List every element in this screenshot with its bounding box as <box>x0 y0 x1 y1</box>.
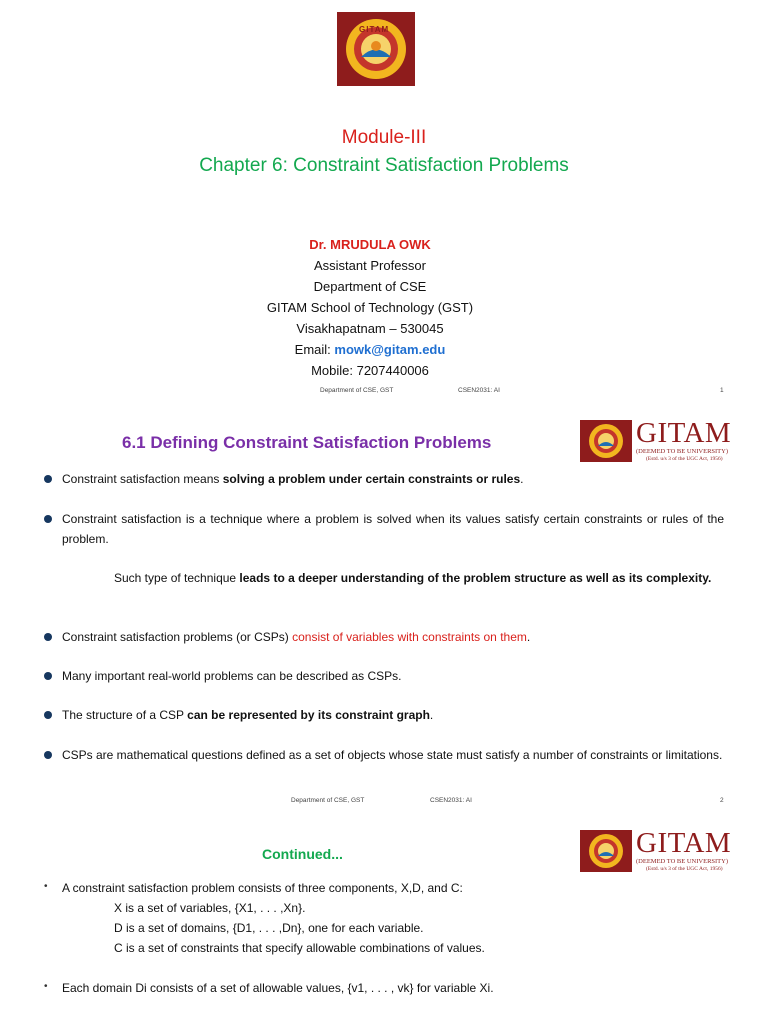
sub-item-d: D is a set of domains, {D1, . . . ,Dn}, one for each variable. <box>114 921 424 935</box>
logo-subtitle: (DEEMED TO BE UNIVERSITY) <box>636 448 729 455</box>
gitam-logo <box>580 827 760 872</box>
sub-item-c: C is a set of constraints that specify allowable combinations of values. <box>114 941 485 955</box>
logo-wordmark: GITAM <box>636 827 732 859</box>
author-mobile: Mobile: 7207440006 <box>311 363 429 378</box>
highlight-run: consist of variables with constraints on them <box>292 630 527 644</box>
text-run: Such type of technique <box>114 571 240 585</box>
text-run: . <box>526 630 531 644</box>
text-run: Constraint satisfaction means <box>62 472 223 486</box>
author-city: Visakhapatnam – 530045 <box>296 321 444 336</box>
bold-run: can be represented by its constraint graph <box>187 708 430 722</box>
logo-wordmark: GITAM <box>636 417 732 449</box>
email-link[interactable]: mowk@gitam.edu <box>334 342 446 357</box>
bullet-item-3 <box>62 627 724 647</box>
bullet-item-2: Constraint satisfaction is a technique where a problem is solved when its values satisfy certain constraints or rules of the problem. <box>62 512 724 546</box>
bullet-item-2: Each domain Di consists of a set of allowable values, {v1, . . . , vk} for variable Xi. <box>62 981 494 995</box>
bullet-item-4: Many important real-world problems can be described as CSPs. <box>62 669 402 683</box>
paragraph-technique <box>62 568 724 588</box>
gitam-emblem-icon <box>580 830 632 872</box>
author-department: Department of CSE <box>313 279 427 294</box>
author-position: Assistant Professor <box>314 258 426 273</box>
author-email-line <box>0 342 740 357</box>
seal-text: GITAM <box>359 25 390 34</box>
footer-department: Department of CSE, GST <box>291 797 365 804</box>
module-title: Module-III <box>341 127 427 148</box>
bullet-item-1: A constraint satisfaction problem consists of three components, X,D, and C: <box>62 881 463 895</box>
slide-heading: 6.1 Defining Constraint Satisfaction Problems <box>122 433 492 452</box>
bullet-item-6: CSPs are mathematical questions defined as a set of objects whose state must satisfy a number of constraints or limitations. <box>62 748 723 762</box>
bullet-icon: • <box>44 981 48 992</box>
bold-run: leads to a deeper understanding of the problem structure as well as its complexity. <box>239 571 712 585</box>
bullet-icon: • <box>44 881 48 892</box>
logo-estd: (Estd. u/s 3 of the UGC Act, 1956) <box>646 866 723 872</box>
slide-1 <box>0 0 768 395</box>
footer-department: Department of CSE, GST <box>320 387 394 394</box>
text-run: The structure of a CSP <box>62 708 188 722</box>
gitam-logo <box>580 417 760 462</box>
bullet-icon <box>44 475 52 483</box>
bullet-item-5 <box>62 705 724 725</box>
slide-2 <box>0 400 768 810</box>
bullet-icon <box>44 711 52 719</box>
footer-page-number: 2 <box>720 797 724 804</box>
text-run: . <box>429 708 434 722</box>
sub-item-x: X is a set of variables, {X1, . . . ,Xn}. <box>114 901 306 915</box>
gitam-emblem-icon <box>580 420 632 462</box>
footer-page-number: 1 <box>720 387 724 394</box>
text-run: Constraint satisfaction problems (or CSPs) <box>62 630 293 644</box>
bullet-icon <box>44 751 52 759</box>
email-label: Email: <box>294 342 335 357</box>
footer-course: CSEN2031: AI <box>458 387 500 394</box>
logo-estd: (Estd. u/s 3 of the UGC Act, 1956) <box>646 456 723 462</box>
slide-3 <box>0 815 768 1024</box>
gitam-seal-logo <box>337 12 415 86</box>
logo-subtitle: (DEEMED TO BE UNIVERSITY) <box>636 858 729 865</box>
bullet-item-1 <box>62 469 724 489</box>
author-name: Dr. MRUDULA OWK <box>309 237 431 252</box>
bullet-icon <box>44 672 52 680</box>
slide-heading: Continued... <box>262 846 343 862</box>
bold-run: solving a problem under certain constraints or rules <box>222 472 521 486</box>
bullet-icon <box>44 515 52 523</box>
bullet-icon <box>44 633 52 641</box>
text-run: . <box>520 472 524 486</box>
chapter-title: Chapter 6: Constraint Satisfaction Problems <box>199 155 569 176</box>
footer-course: CSEN2031: AI <box>430 797 472 804</box>
author-school: GITAM School of Technology (GST) <box>266 300 474 315</box>
